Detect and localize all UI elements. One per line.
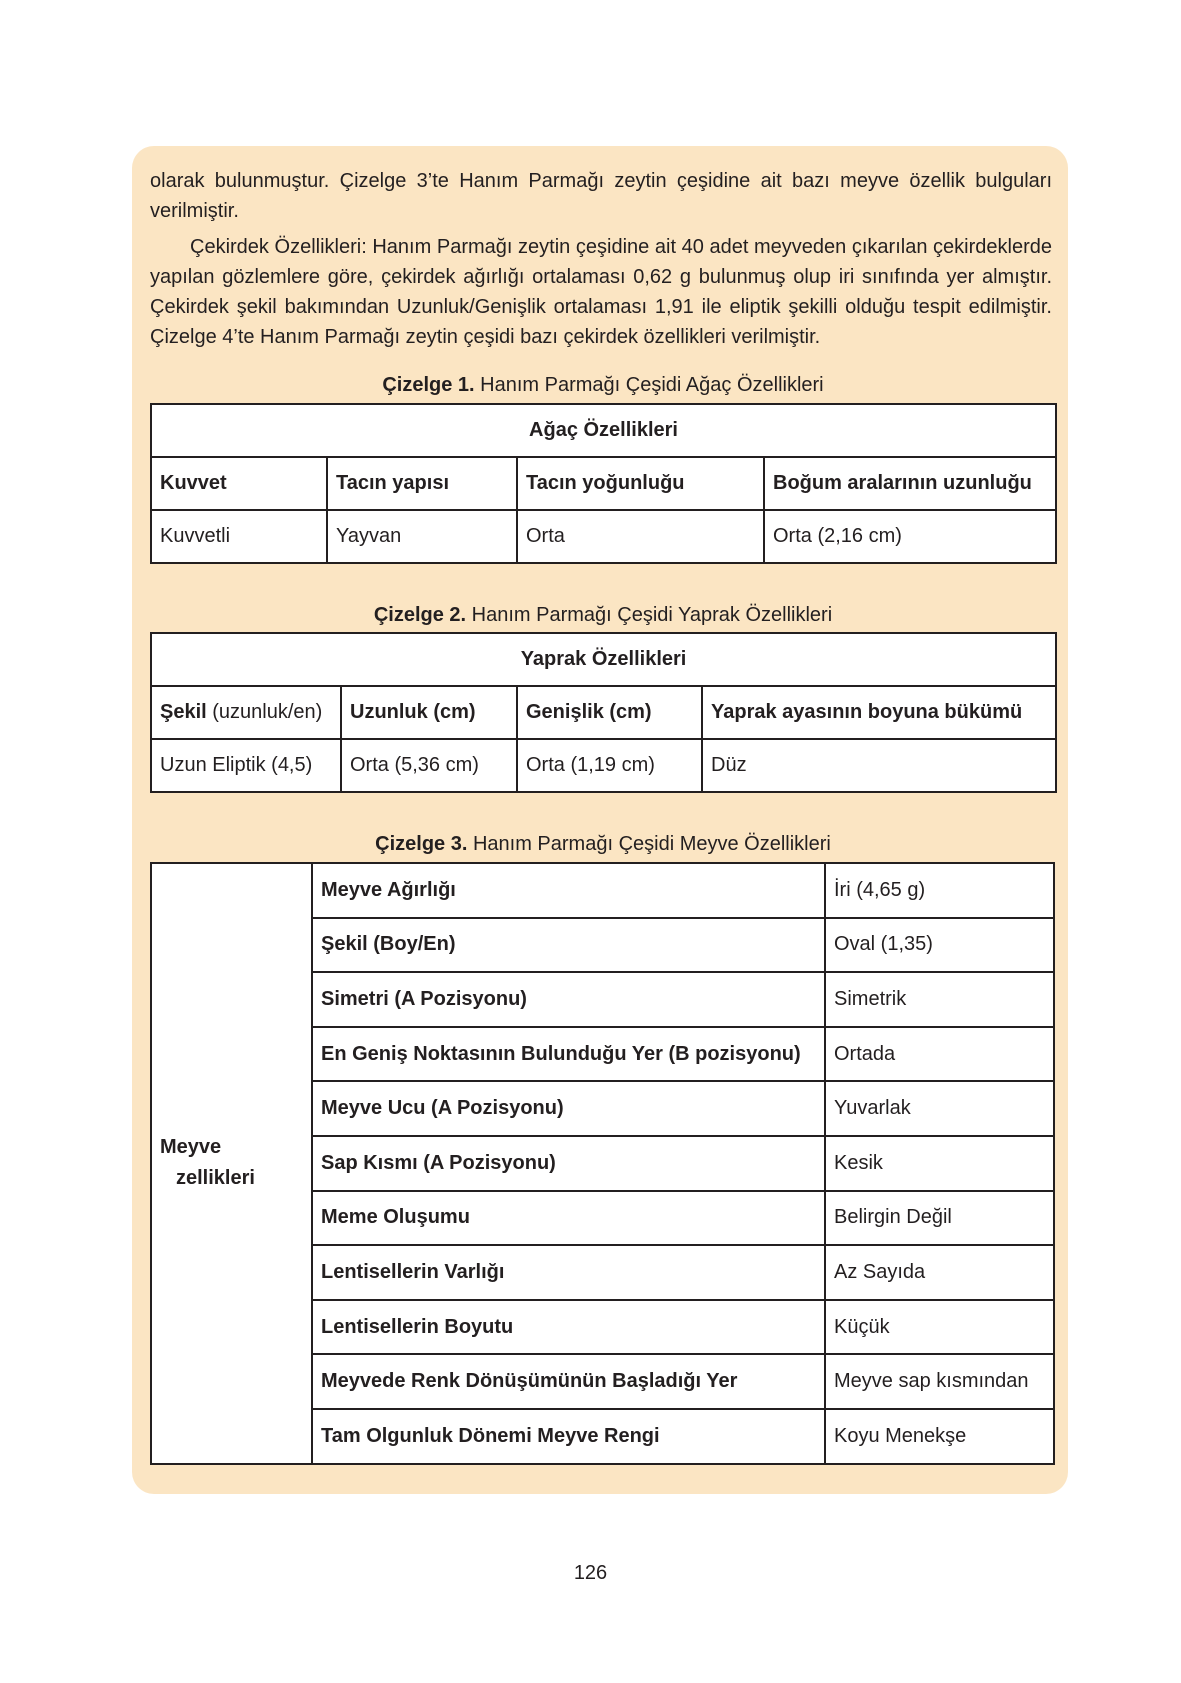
table3-property: Tam Olgunluk Dönemi Meyve Rengi [312, 1409, 825, 1464]
table3-value: Simetrik [825, 972, 1054, 1027]
table-row [151, 739, 1056, 792]
table3-property: Meme Oluşumu [312, 1191, 825, 1246]
table1-header: Ağaç Özellikleri [151, 404, 1056, 457]
table2-column-header-bold: Şekil [160, 701, 207, 723]
table2-cell: Uzun Eliptik (4,5) [151, 739, 341, 792]
table2-caption [150, 602, 1056, 628]
leaf-properties-table [150, 632, 1057, 793]
table2-column-header: Uzunluk (cm) [341, 686, 517, 739]
table3-value: Ortada [825, 1027, 1054, 1082]
table3-property: Lentisellerin Boyutu [312, 1300, 825, 1355]
table3-value: Küçük [825, 1300, 1054, 1355]
table1-caption-label: Çizelge 1. [382, 374, 475, 396]
table2-cell: Düz [702, 739, 1056, 792]
table3-value: Koyu Menekşe [825, 1409, 1054, 1464]
page-number: 126 [573, 1562, 608, 1584]
table3-property: Meyve Ağırlığı [312, 863, 825, 918]
table1-column-header: Tacın yoğunluğu [517, 457, 764, 510]
table-row [151, 457, 1056, 510]
table-row [151, 404, 1056, 457]
table1-cell: Kuvvetli [151, 510, 327, 563]
table3-value: Belirgin Değil [825, 1191, 1054, 1246]
table3-caption-label: Çizelge 3. [375, 833, 468, 855]
table3-property: Şekil (Boy/En) [312, 918, 825, 973]
table2-caption-text: Hanım Parmağı Çeşidi Yaprak Özellikleri [471, 604, 833, 626]
table1-column-header: Tacın yapısı [327, 457, 517, 510]
paragraph-fruit-findings: olarak bulunmuştur. Çizelge 3’te Hanım Parmağı zeytin çeşidine ait bazı meyve özellik bulguları verilmiştir. [150, 170, 1052, 222]
table1-column-header: Boğum aralarının uzunluğu [764, 457, 1056, 510]
table1-cell: Yayvan [327, 510, 517, 563]
table3-value: Kesik [825, 1136, 1054, 1191]
table3-caption-text: Hanım Parmağı Çeşidi Meyve Özellikleri [472, 833, 831, 855]
table3-row-header-line2: zellikleri [176, 1167, 255, 1190]
table2-column-header-note: (uzunluk/en) [206, 701, 323, 723]
table2-column-header: Genişlik (cm) [517, 686, 702, 739]
table2-caption-label: Çizelge 2. [373, 604, 467, 626]
table3-value: İri (4,65 g) [825, 863, 1054, 918]
table-row [151, 633, 1056, 686]
table3-caption [150, 831, 1056, 857]
table2-column-header: Yaprak ayasının boyuna bükümü [702, 686, 1056, 739]
tree-properties-table [150, 403, 1057, 564]
table2-column-header [151, 686, 341, 739]
table2-cell: Orta (1,19 cm) [517, 739, 702, 792]
table3-property: En Geniş Noktasının Bulunduğu Yer (B pozisyonu) [312, 1027, 825, 1082]
table1-column-header: Kuvvet [151, 457, 327, 510]
table3-row-header [151, 863, 312, 1464]
paragraph-seed-properties: Çekirdek Özellikleri: Hanım Parmağı zeytin çeşidine ait 40 adet meyveden çıkarılan çekirdeklerde yapılan gözlemlere göre, çekirdek ağırlığı ortalaması 0,62 g bulunmuş olup iri sınıfında yer almıştır. Çekirdek şekil bakımından Uzunluk/Genişlik ortalaması 1,91 ile eliptik şekilli olduğu tespit edilmiştir. Çizelge 4’te Hanım Parmağı zeytin çeşidi bazı çekirdek özellikleri verilmiştir. [150, 236, 1052, 348]
table3-value: Meyve sap kısmından [825, 1354, 1054, 1409]
table3-property: Simetri (A Pozisyonu) [312, 972, 825, 1027]
table3-value: Az Sayıda [825, 1245, 1054, 1300]
table1-cell: Orta [517, 510, 764, 563]
table2-header: Yaprak Özellikleri [151, 633, 1056, 686]
table2-cell: Orta (5,36 cm) [341, 739, 517, 792]
table1-cell: Orta (2,16 cm) [764, 510, 1056, 563]
table3-property: Meyve Ucu (A Pozisyonu) [312, 1081, 825, 1136]
table-row [151, 686, 1056, 739]
fruit-properties-body [151, 863, 1054, 1464]
table3-property: Meyvede Renk Dönüşümünün Başladığı Yer [312, 1354, 825, 1409]
table3-value: Yuvarlak [825, 1081, 1054, 1136]
table1-caption-text: Hanım Parmağı Çeşidi Ağaç Özellikleri [480, 374, 824, 396]
table1-caption [150, 372, 1056, 398]
table-row [151, 863, 1054, 918]
fruit-properties-table [150, 862, 1055, 1465]
table3-property: Sap Kısmı (A Pozisyonu) [312, 1136, 825, 1191]
table3-row-header-line1: Meyve [160, 1136, 222, 1159]
table3-property: Lentisellerin Varlığı [312, 1245, 825, 1300]
table-row [151, 510, 1056, 563]
table3-value: Oval (1,35) [825, 918, 1054, 973]
